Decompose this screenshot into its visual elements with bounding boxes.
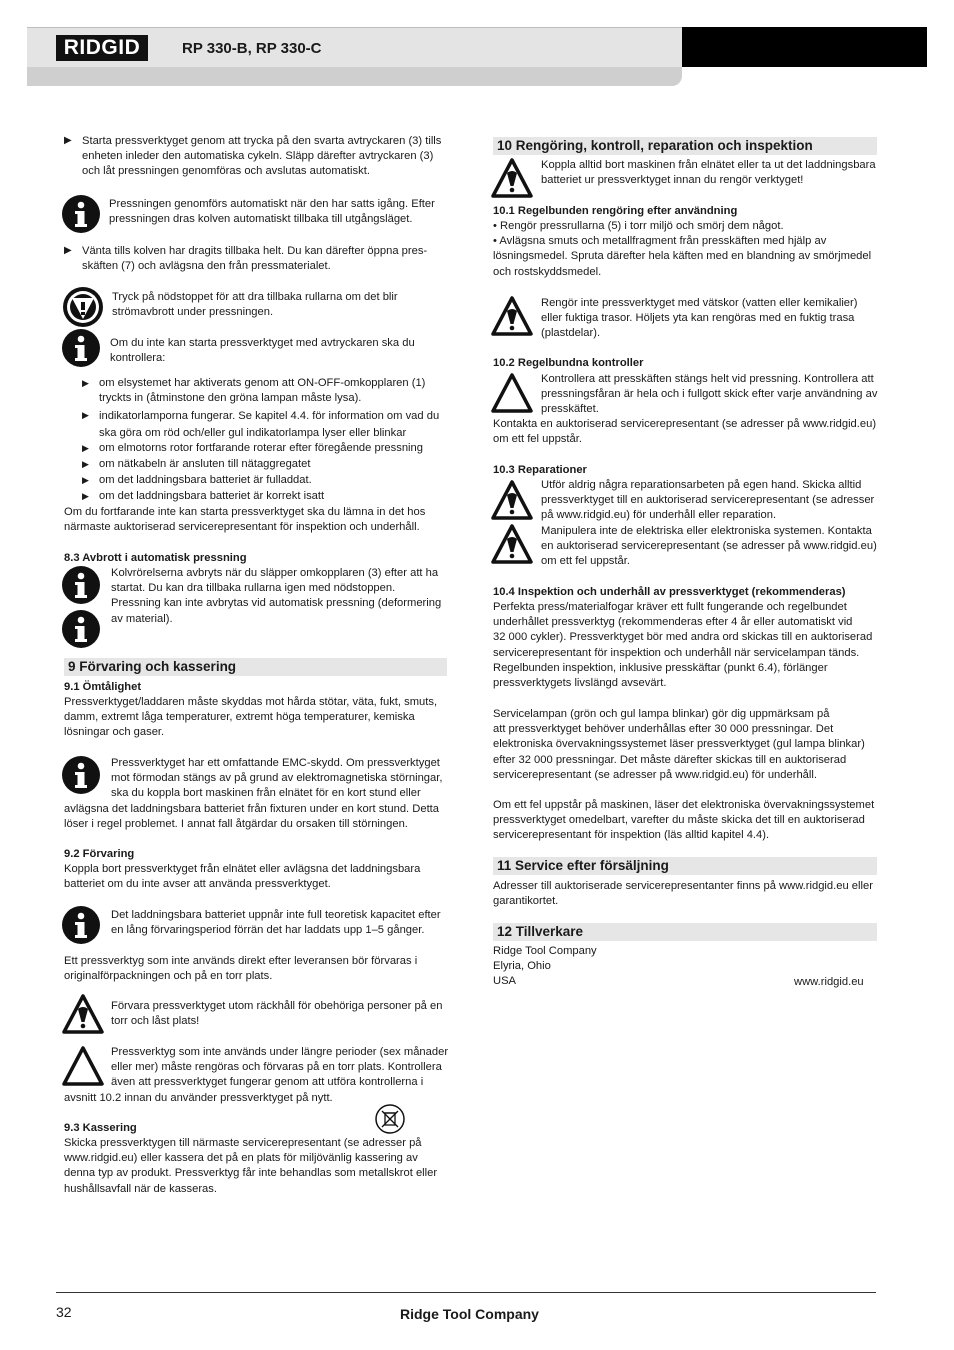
heading-10-1: 10.1 Regelbunden rengöring efter användning: [493, 205, 738, 217]
paragraph-wait: Vänta tills kolven har dragits tillbaka helt. Du kan därefter öppna pres- skäften (7) och avlägsna den från pressmaterialet.: [82, 245, 428, 273]
paragraph-10-3-electrics: Manipulera inte de elektriska eller elektroniska systemen. Kontakta en auktoriserad servicerepresentant (se adresser på www.ridgid.eu) om ett fel uppstår.: [541, 525, 877, 568]
paragraph-10-4: Perfekta press/materialfogar kräver ett fullt fungerande och regelbundet underhållet pressverktyg (rekommenderas efter 4 år eller automatiskt vid 32 000 cykler). Pressverktyget bör med andra ord skickas till en auktoriserad servicerepresentant för inspektion och underhåll när servicelampan tänds. Regelbunden inspektion, inklusive presskäftar (punkt 6.4), förlänger pressverktygets livslängd avsevärt.: [493, 601, 873, 690]
paragraph-emergency: Tryck på nödstoppet för att dra tillbaka rullarna om det blir strömavbrott under pressningen.: [112, 291, 398, 319]
paragraph-emc: Pressverktyget har ett omfattande EMC-skydd. Om pressverktyget mot förmodan stängs av på grund av elektromagnetiska störningar, ska du koppla bort maskinen från elnätet för en kort stund eller: [111, 757, 443, 800]
info-icon: [62, 906, 100, 944]
paragraph-still-fail: Om du fortfarande inte kan starta pressverktyget ska du lämna in det hos närmaste auktoriserad servicerepresentant för inspektion och underhåll.: [64, 506, 426, 534]
heading-10-3: 10.3 Reparationer: [493, 464, 587, 476]
paragraph-no-liquids: Rengör inte pressverktyget med vätskor (vatten eller kemikalier) eller fuktiga trasor. Höljets yta kan rengöras med en fuktig trasa (plastdelar).: [541, 297, 858, 340]
manufacturer-address: Ridge Tool Company Elyria, Ohio USA: [493, 945, 597, 988]
check-item: om nätkabeln är ansluten till nätaggregatet: [99, 458, 311, 470]
warning-icon: [62, 994, 104, 1034]
arrow-bullet-icon: ▶: [82, 475, 89, 485]
paragraph-10-3: Utför aldrig några reparationsarbeten på egen hand. Skicka alltid pressverktyget till en auktoriserad servicerepresentant (se adresser på www.ridgid.eu) för underhåll eller reparation.: [541, 479, 875, 522]
warning-icon: [491, 296, 533, 336]
paragraph-10-1: • Rengör pressrullarna (5) i torr miljö och smörj dem något. • Avlägsna smuts och metallfragment från presskäften med hjälp av lösningsmedel. Spruta därefter hela käften med en blandning av smörjmedel och rostskyddsmedel.: [493, 220, 872, 278]
info-icon: [62, 329, 100, 367]
warning-icon: [491, 158, 533, 198]
caution-icon: [491, 373, 533, 413]
paragraph-battery: Det laddningsbara batteriet uppnår inte full teoretisk kapacitet efter en lång förvaringsperiod förrän det har laddats upp 1–5 gånger.: [111, 909, 441, 937]
info-icon: [62, 610, 100, 648]
section-10-header: 10 Rengöring, kontroll, reparation och inspektion: [493, 137, 877, 155]
heading-8-3: 8.3 Avbrott i automatisk pressning: [64, 552, 247, 564]
arrow-bullet-icon: ▶: [82, 378, 89, 388]
page-number: 32: [56, 1304, 72, 1320]
paragraph-long-storage: Pressverktyg som inte används under längre perioder (sex månader eller mer) måste rengöras och förvaras på en torr plats. Kontrollera även att pressverktyget fungerar genom att utföra kontrollerna i: [111, 1046, 449, 1089]
model-title: RP 330-B, RP 330-C: [182, 40, 322, 57]
arrow-bullet-icon: ▶: [82, 459, 89, 469]
paragraph-long-storage-cont: avsnitt 10.2 innan du använder pressverktyget på nytt.: [64, 1092, 333, 1104]
warning-icon: [491, 480, 533, 520]
caution-icon: [62, 1046, 104, 1086]
footer-company: Ridge Tool Company: [400, 1306, 539, 1322]
check-item: om elsystemet har aktiverats genom att ON-OFF-omkopplaren (1) tryckts in (åtminstone den gröna lampan måste lysa).: [99, 377, 426, 405]
paragraph-auto-press: Pressningen genomförs automatiskt när den har satts igång. Efter pressningen dras kolven automatiskt tillbaka till utgångsläget.: [109, 198, 435, 226]
paragraph-11: Adresser till auktoriserade servicerepresentanter finns på www.ridgid.eu eller garantikortet.: [493, 880, 873, 908]
paragraph-8-3: Kolvrörelserna avbryts när du släpper omkopplaren (3) efter att ha startat. Du kan dra tillbaka rullarna igen med nödstoppen. Pressning kan inte avbrytas vid automatisk pressning (deformering av material).: [111, 567, 442, 625]
paragraph-service-lamp: Servicelampan (grön och gul lampa blinkar) gör dig uppmärksam på att pressverktyget behöver underhållas efter 30 000 pressningar. Det elektroniska övervakningssystemet läser pressverktyget (gul lampa blinkar) efter 32 000 pressningar. Det måste därefter skickas till en auktoriserad servicerepresentant (se adresser på www.ridgid.eu) för underhåll.: [493, 708, 865, 781]
arrow-bullet-icon: ▶: [64, 245, 72, 256]
footer-rule: [56, 1292, 876, 1293]
paragraph-storage-new: Ett pressverktyg som inte används direkt efter leveransen bör förvaras i originalförpackningen och på en torr plats.: [64, 955, 418, 983]
ridgid-logo: RIDGID: [56, 35, 148, 61]
section-9-header: 9 Förvaring och kassering: [64, 658, 447, 676]
paragraph-10-2-contact: Kontakta en auktoriserad servicerepresentant (se adresser på www.ridgid.eu) om ett fel uppstår.: [493, 418, 877, 446]
section-12-header: 12 Tillverkare: [493, 923, 877, 941]
paragraph-9-3: Skicka pressverktygen till närmaste servicerepresentant (se adresser på www.ridgid.eu) eller kassera det på en plats för miljövänlig kassering av denna typ av produkt. Pressverktyg får inte behandlas som metallskrot eller hushållsavfall när de kasseras.: [64, 1137, 438, 1195]
emergency-stop-icon: [62, 286, 104, 328]
header-shadow-band: [27, 67, 682, 86]
paragraph-9-2: Koppla bort pressverktyget från elnätet eller avlägsna det laddningsbara batteriet om du inte avser att använda pressverktyget.: [64, 863, 421, 891]
paragraph-locked: Förvara pressverktyget utom räckhåll för obehöriga personer på en torr och låst plats!: [111, 1000, 443, 1028]
arrow-bullet-icon: ▶: [82, 443, 89, 453]
check-item: indikatorlamporna fungerar. Se kapitel 4.4. för information om vad du ska göra om röd och/eller gul indikatorlampa lyser eller blinkar: [99, 410, 440, 439]
arrow-bullet-icon: ▶: [82, 410, 89, 420]
paragraph-emc-cont: avlägsna det laddningsbara batteriet från fixturen under en kort stund. Detta löser i regel problemet. I annat fall åtgärdar du orsaken till störningen.: [64, 803, 440, 831]
header-black-block: [682, 27, 927, 67]
paragraph-start: Starta pressverktyget genom att trycka på den svarta avtryckaren (3) tills enheten inleder den automatiska cykeln. Släpp därefter avtryckaren (3) och låt pressningen genomföras och avslutas automatiskt.: [82, 135, 442, 178]
paragraph-10: Koppla alltid bort maskinen från elnätet eller ta ut det laddningsbara batteriet ur pressverktyget innan du rengör verktyget!: [541, 159, 876, 187]
info-icon: [62, 566, 100, 604]
paragraph-monitor: Om ett fel uppstår på maskinen, läser det elektroniska övervakningssystemet pressverktyget omedelbart, varefter du måste skicka det till en auktoriserad servicerepresentant för inspektion (läs alltid kapitel 4.4).: [493, 799, 875, 842]
warning-icon: [491, 524, 533, 564]
heading-10-2: 10.2 Regelbundna kontroller: [493, 357, 644, 369]
info-icon: [62, 195, 100, 233]
heading-10-4: 10.4 Inspektion och underhåll av pressverktyget (rekommenderas): [493, 586, 846, 598]
weee-bin-icon: [375, 1104, 405, 1134]
manufacturer-website: www.ridgid.eu: [794, 976, 864, 988]
info-icon: [62, 756, 100, 794]
section-11-header: 11 Service efter försäljning: [493, 857, 877, 875]
paragraph-10-2: Kontrollera att presskäften stängs helt vid pressning. Kontrollera att pressningsfåran är hela och i fullgott skick efter varje användning av presskäftet.: [541, 373, 878, 416]
paragraph-9-1: Pressverktyget/laddaren måste skyddas mot hårda stötar, väta, fukt, smuts, damm, extremt låga temperaturer, extremt höga temperaturer, kemiska lösningar och gaser.: [64, 696, 438, 739]
heading-9-1: 9.1 Ömtålighet: [64, 681, 142, 693]
arrow-bullet-icon: ▶: [82, 491, 89, 501]
check-item: om elmotorns rotor fortfarande roterar efter föregående pressning: [99, 442, 423, 454]
check-item: om det laddningsbara batteriet är fulladdat.: [99, 474, 312, 486]
check-item: om det laddningsbara batteriet är korrekt isatt: [99, 490, 325, 502]
heading-9-2: 9.2 Förvaring: [64, 848, 135, 860]
heading-9-3: 9.3 Kassering: [64, 1122, 137, 1134]
arrow-bullet-icon: ▶: [64, 135, 72, 146]
paragraph-cannot-start: Om du inte kan starta pressverktyget med avtryckaren ska du kontrollera:: [110, 337, 415, 365]
